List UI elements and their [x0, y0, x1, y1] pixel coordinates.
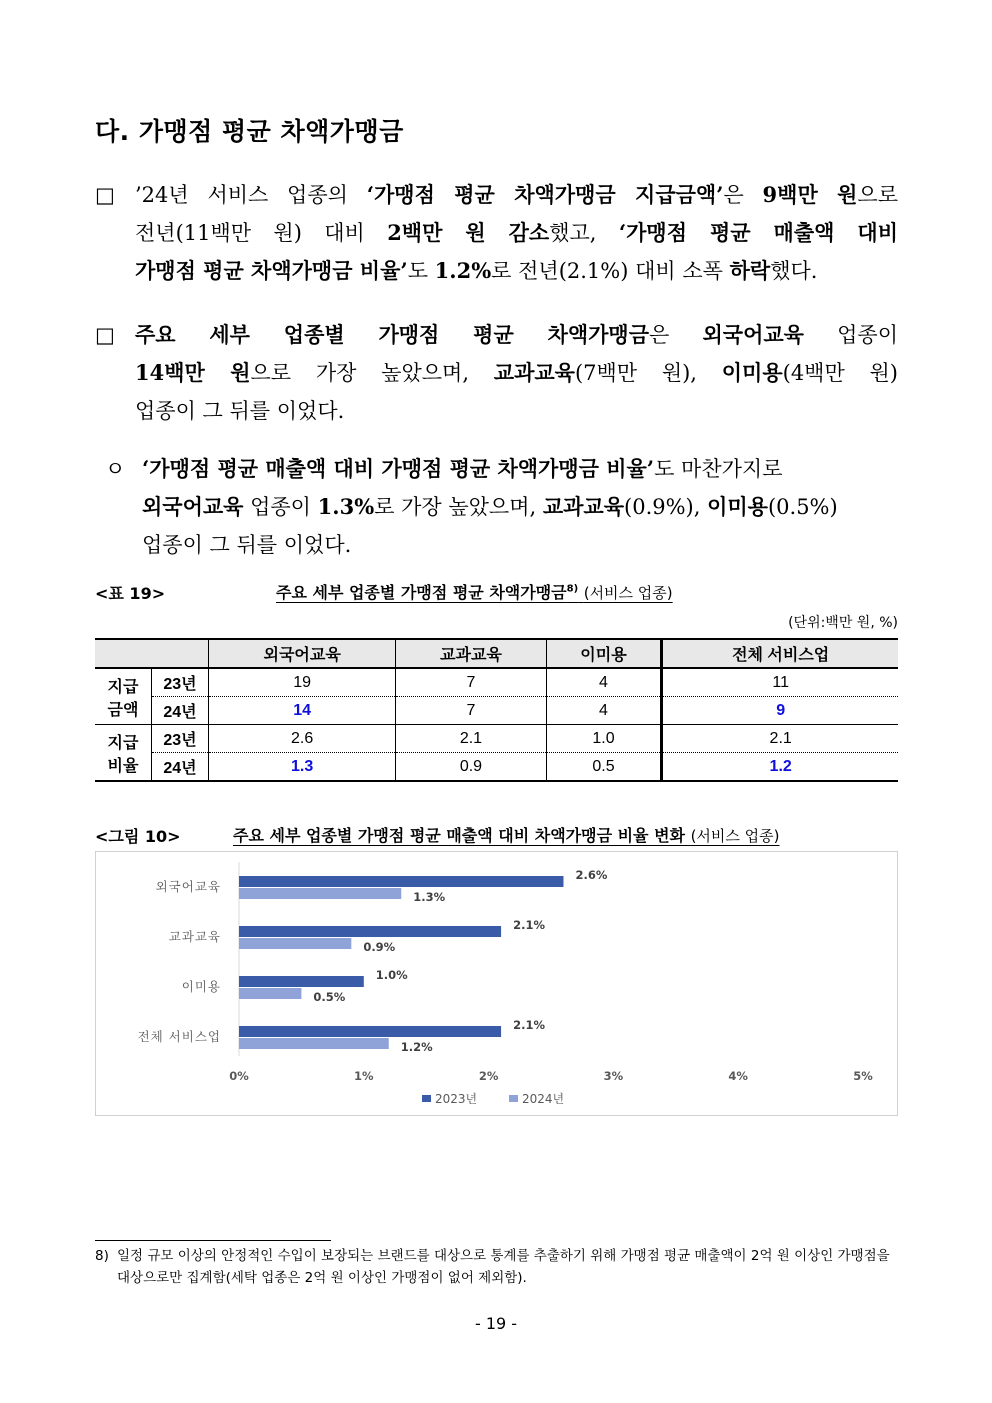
row-group-label-bottom: 비율	[107, 757, 139, 775]
text-run: 업종이	[243, 495, 318, 519]
data-label: 1.2%	[400, 1040, 433, 1054]
bar-2024년	[239, 988, 301, 999]
text-run: 했고,	[549, 221, 619, 245]
x-tick-label: 5%	[853, 1069, 873, 1083]
text-run: (4백만 원)	[782, 361, 898, 385]
bullet-paragraph-2	[95, 316, 898, 430]
table-row	[95, 725, 898, 753]
table-caption-paren: (서비스 업종)	[583, 584, 673, 602]
bar-2023년	[239, 976, 364, 987]
text-run: 했다.	[770, 259, 818, 283]
column-header: 외국어교육	[209, 639, 396, 668]
table-cell: 2.1	[662, 725, 898, 753]
table-cell: 4	[546, 668, 662, 697]
table-row	[95, 668, 898, 697]
paragraph-line	[142, 488, 898, 526]
data-label: 2.1%	[513, 918, 545, 932]
paragraph-line	[142, 526, 898, 564]
row-year: 23년	[152, 668, 209, 697]
bold-text: ‘가맹점 평균 차액가맹금 지급금액’	[366, 182, 724, 207]
figure-caption-title	[233, 826, 780, 845]
table-corner-cell	[95, 639, 209, 668]
bar-2024년	[239, 888, 401, 899]
bold-text: 외국어교육	[142, 494, 244, 519]
bold-text: 이미용	[721, 360, 783, 385]
bullet-lines	[95, 176, 898, 290]
bold-text: 가맹점 평균 차액가맹금 비율’	[135, 258, 408, 283]
text-run: 전년(11백만 원) 대비	[135, 221, 388, 245]
text-run: 은	[723, 183, 763, 207]
footnote-ref[interactable]: 8)	[566, 583, 579, 595]
bullet-paragraph-1	[95, 176, 898, 290]
paragraph-line	[135, 392, 898, 430]
table-caption-label: <표 19>	[95, 584, 166, 603]
bold-text: ‘가맹점 평균 매출액 대비 가맹점 평균 차액가맹금 비율’	[142, 456, 655, 481]
bold-text: 1.3%	[317, 494, 375, 519]
text-run: 도 마찬가지로	[654, 457, 783, 481]
table-cell-highlight: 1.2	[662, 753, 898, 782]
bar-2023년	[239, 1026, 501, 1037]
paragraph-line	[135, 214, 898, 252]
row-group-label-top: 지급	[107, 734, 139, 752]
table-cell: 2.1	[396, 725, 546, 753]
data-label: 2.1%	[513, 1018, 545, 1032]
x-tick-label: 1%	[354, 1069, 374, 1083]
table-cell: 7	[396, 668, 546, 697]
table-cell: 0.9	[396, 753, 546, 782]
bar-chart-container	[95, 851, 898, 1116]
text-run: 로 전년(2.1%) 대비 소폭	[491, 259, 730, 283]
row-group-label-top: 지급	[107, 678, 139, 696]
table-cell: 4	[546, 697, 662, 725]
footnote-number: 8)	[95, 1248, 109, 1264]
sub-bullet-lines	[105, 450, 898, 564]
bold-text: 14백만 원	[135, 360, 251, 385]
paragraph-line	[135, 176, 898, 214]
figure-caption-text: 주요 세부 업종별 가맹점 평균 매출액 대비 차액가맹금 비율 변화	[233, 826, 685, 845]
x-tick-label: 3%	[603, 1069, 624, 1083]
data-label: 0.5%	[313, 990, 346, 1004]
table-header-row	[95, 639, 898, 668]
data-label: 1.0%	[375, 968, 408, 982]
paragraph-line	[135, 354, 898, 392]
bar-2024년	[239, 1038, 389, 1049]
footnote-text: 일정 규모 이상의 안정적인 수입이 보장되는 브랜드를 대상으로 통계를 추출하기 위해 가맹점 평균 매출액이 2억 원 이상인 가맹점을 대상으로만 집계함(세탁 업종은 2억 원 이상인 가맹점이 없어 제외함).	[117, 1248, 890, 1286]
x-tick-label: 0%	[229, 1069, 249, 1083]
circle-bullet-icon: ㅇ	[105, 457, 126, 481]
footnote-divider	[95, 1240, 331, 1241]
legend-label: 2024년	[522, 1092, 565, 1106]
text-run: (7백만 원),	[574, 361, 722, 385]
text-run: 로 가장 높았으며,	[374, 495, 543, 519]
section-heading: 다. 가맹점 평균 차액가맹금	[95, 117, 404, 146]
table-cell-highlight: 9	[662, 697, 898, 725]
footnote	[95, 1245, 900, 1289]
checkbox-square-icon: □	[95, 323, 115, 347]
paragraph-line	[135, 316, 898, 354]
table-caption-title	[276, 583, 673, 602]
paragraph-line	[142, 450, 898, 488]
text-run: 으로	[857, 183, 898, 207]
row-group-label	[95, 668, 152, 725]
page-number: - 19 -	[474, 1314, 518, 1333]
data-label: 1.3%	[413, 890, 446, 904]
data-table	[95, 638, 898, 782]
bold-text: 주요 세부 업종별 가맹점 평균 차액가맹금	[135, 322, 650, 347]
table-cell-highlight: 14	[209, 697, 396, 725]
table-cell: 7	[396, 697, 546, 725]
x-tick-label: 2%	[478, 1069, 499, 1083]
legend-label: 2023년	[435, 1092, 478, 1106]
bar-2023년	[239, 926, 501, 937]
text-run: (0.9%),	[624, 495, 708, 519]
table-caption	[276, 580, 673, 603]
column-header: 전체 서비스업	[662, 639, 898, 668]
text-run: 업종이	[803, 323, 898, 347]
table-cell: 2.6	[209, 725, 396, 753]
column-header: 이미용	[546, 639, 662, 668]
table-cell-highlight: 1.3	[209, 753, 396, 782]
text-run: 도	[407, 259, 435, 283]
bullet-lines	[95, 316, 898, 430]
table-cell: 0.5	[546, 753, 662, 782]
x-tick-label: 4%	[728, 1069, 748, 1083]
text-run: 으로 가장 높았으며,	[250, 361, 494, 385]
column-header: 교과교육	[396, 639, 546, 668]
category-label: 외국어교육	[155, 879, 221, 894]
category-label: 교과교육	[168, 929, 221, 944]
table-cell: 19	[209, 668, 396, 697]
text-run: (0.5%)	[767, 495, 838, 519]
legend-swatch-2023년	[422, 1095, 431, 1102]
bold-text: 교과교육	[493, 360, 575, 385]
bold-text: 9백만 원	[762, 182, 858, 207]
sub-bullet-paragraph	[105, 450, 898, 564]
bold-text: 교과교육	[542, 494, 625, 519]
bold-text: 1.2%	[434, 258, 492, 283]
row-year: 24년	[152, 753, 209, 782]
text-run: 은	[649, 323, 703, 347]
figure-caption	[233, 823, 780, 846]
text-run: 업종이 그 뒤를 이었다.	[135, 399, 345, 423]
legend-swatch-2024년	[509, 1095, 518, 1102]
table-cell: 1.0	[546, 725, 662, 753]
text-run: 업종이 그 뒤를 이었다.	[142, 533, 352, 557]
bold-text: 외국어교육	[702, 322, 804, 347]
row-group-label-bottom: 금액	[107, 701, 139, 719]
bold-text: 하락	[729, 258, 771, 283]
bold-text: 2백만 원 감소	[387, 220, 550, 245]
figure-caption-paren: (서비스 업종)	[690, 827, 780, 845]
checkbox-square-icon: □	[95, 183, 115, 207]
bold-text: ‘가맹점 평균 매출액 대비	[618, 220, 898, 245]
bar-chart	[96, 852, 897, 1115]
category-label: 전체 서비스업	[137, 1029, 221, 1044]
bar-2024년	[239, 938, 351, 949]
table-cell: 11	[662, 668, 898, 697]
row-group-label	[95, 725, 152, 782]
figure-caption-label: <그림 10>	[95, 827, 181, 846]
row-year: 24년	[152, 697, 209, 725]
data-label: 0.9%	[363, 940, 396, 954]
table-row	[95, 697, 898, 725]
text-run: ’24년 서비스 업종의	[135, 183, 367, 207]
data-label: 2.6%	[575, 868, 608, 882]
table-unit: (단위:백만 원, %)	[788, 615, 898, 631]
table-row	[95, 753, 898, 782]
bold-text: 이미용	[707, 494, 768, 519]
row-year: 23년	[152, 725, 209, 753]
paragraph-line	[135, 252, 898, 290]
category-label: 이미용	[181, 979, 221, 994]
bar-2023년	[239, 876, 563, 887]
table-caption-text: 주요 세부 업종별 가맹점 평균 차액가맹금	[276, 583, 567, 602]
